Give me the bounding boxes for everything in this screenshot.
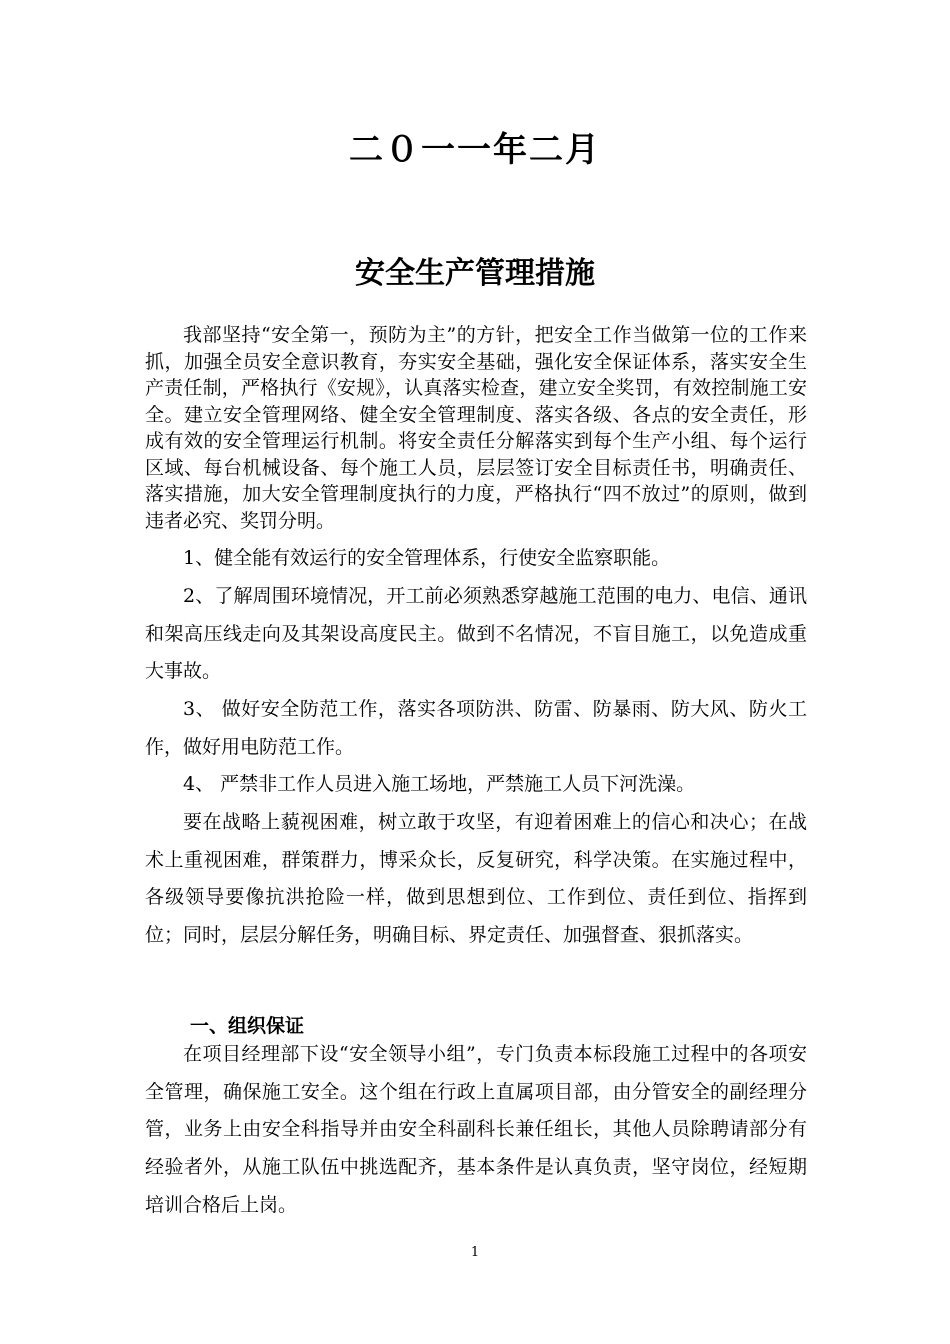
intro-paragraph: 我部坚持“安全第一，预防为主”的方针，把安全工作当做第一位的工作来抓，加强全员安全意识教育，夯实安全基础，强化安全保证体系，落实安全生产责任制，严格执行《安规》，认真落实检查，建立安全奖罚，有效控制施工安全。建立安全管理网络、健全安全管理制度、落实各级、各点的安全责任，形成有效的安全管理运行机制。将安全责任分解落实到每个生产小组、每个运行区域、每台机械设备、每个施工人员，层层签订安全目标责任书，明确责任、落实措施，加大安全管理制度执行的力度，严格执行“四不放过”的原则，做到违者必究、奖罚分明。 [145, 324, 807, 532]
strategy-paragraph: 要在战略上藐视困难，树立敢于攻坚，有迎着困难上的信心和决心；在战术上重视困难，群策群力，博采众长，反复研究，科学决策。在实施过程中，各级领导要像抗洪抢险一样，做到思想到位、工作到位、责任到位、指挥到位；同时，层层分解任务，明确目标、界定责任、加强督查、狠抓落实。 [145, 811, 807, 947]
document-title: 安全生产管理措施 [355, 256, 595, 291]
section-1-body: 在项目经理部下设“安全领导小组”，专门负责本标段施工过程中的各项安全管理，确保施工安全。这个组在行政上直属项目部，由分管安全的副经理分管，业务上由安全科指导并由安全科副科长兼任组长，其他人员除聘请部分有经验者外，从施工队伍中挑选配齐，基本条件是认真负责，坚守岗位，经短期培训合格后上岗。 [145, 1043, 807, 1216]
section-1-heading: 一、组织保证 [190, 1015, 305, 1037]
page-number: 1 [470, 1245, 480, 1260]
item-1-paragraph: 1、健全能有效运行的安全管理体系，行使安全监察职能。 [183, 547, 671, 569]
item-4-paragraph: 4、 严禁非工作人员进入施工场地，严禁施工人员下河洗澡。 [183, 773, 696, 795]
date-title: 二０一一年二月 [349, 130, 601, 170]
item-3-paragraph: 3、 做好安全防范工作，落实各项防洪、防雷、防暴雨、防大风、防火工作，做好用电防范工作。 [145, 698, 807, 758]
item-2-paragraph: 2、了解周围环境情况，开工前必须熟悉穿越施工范围的电力、电信、通讯和架高压线走向及其架设高度民主。做到不名情况，不盲目施工，以免造成重大事故。 [145, 585, 807, 683]
